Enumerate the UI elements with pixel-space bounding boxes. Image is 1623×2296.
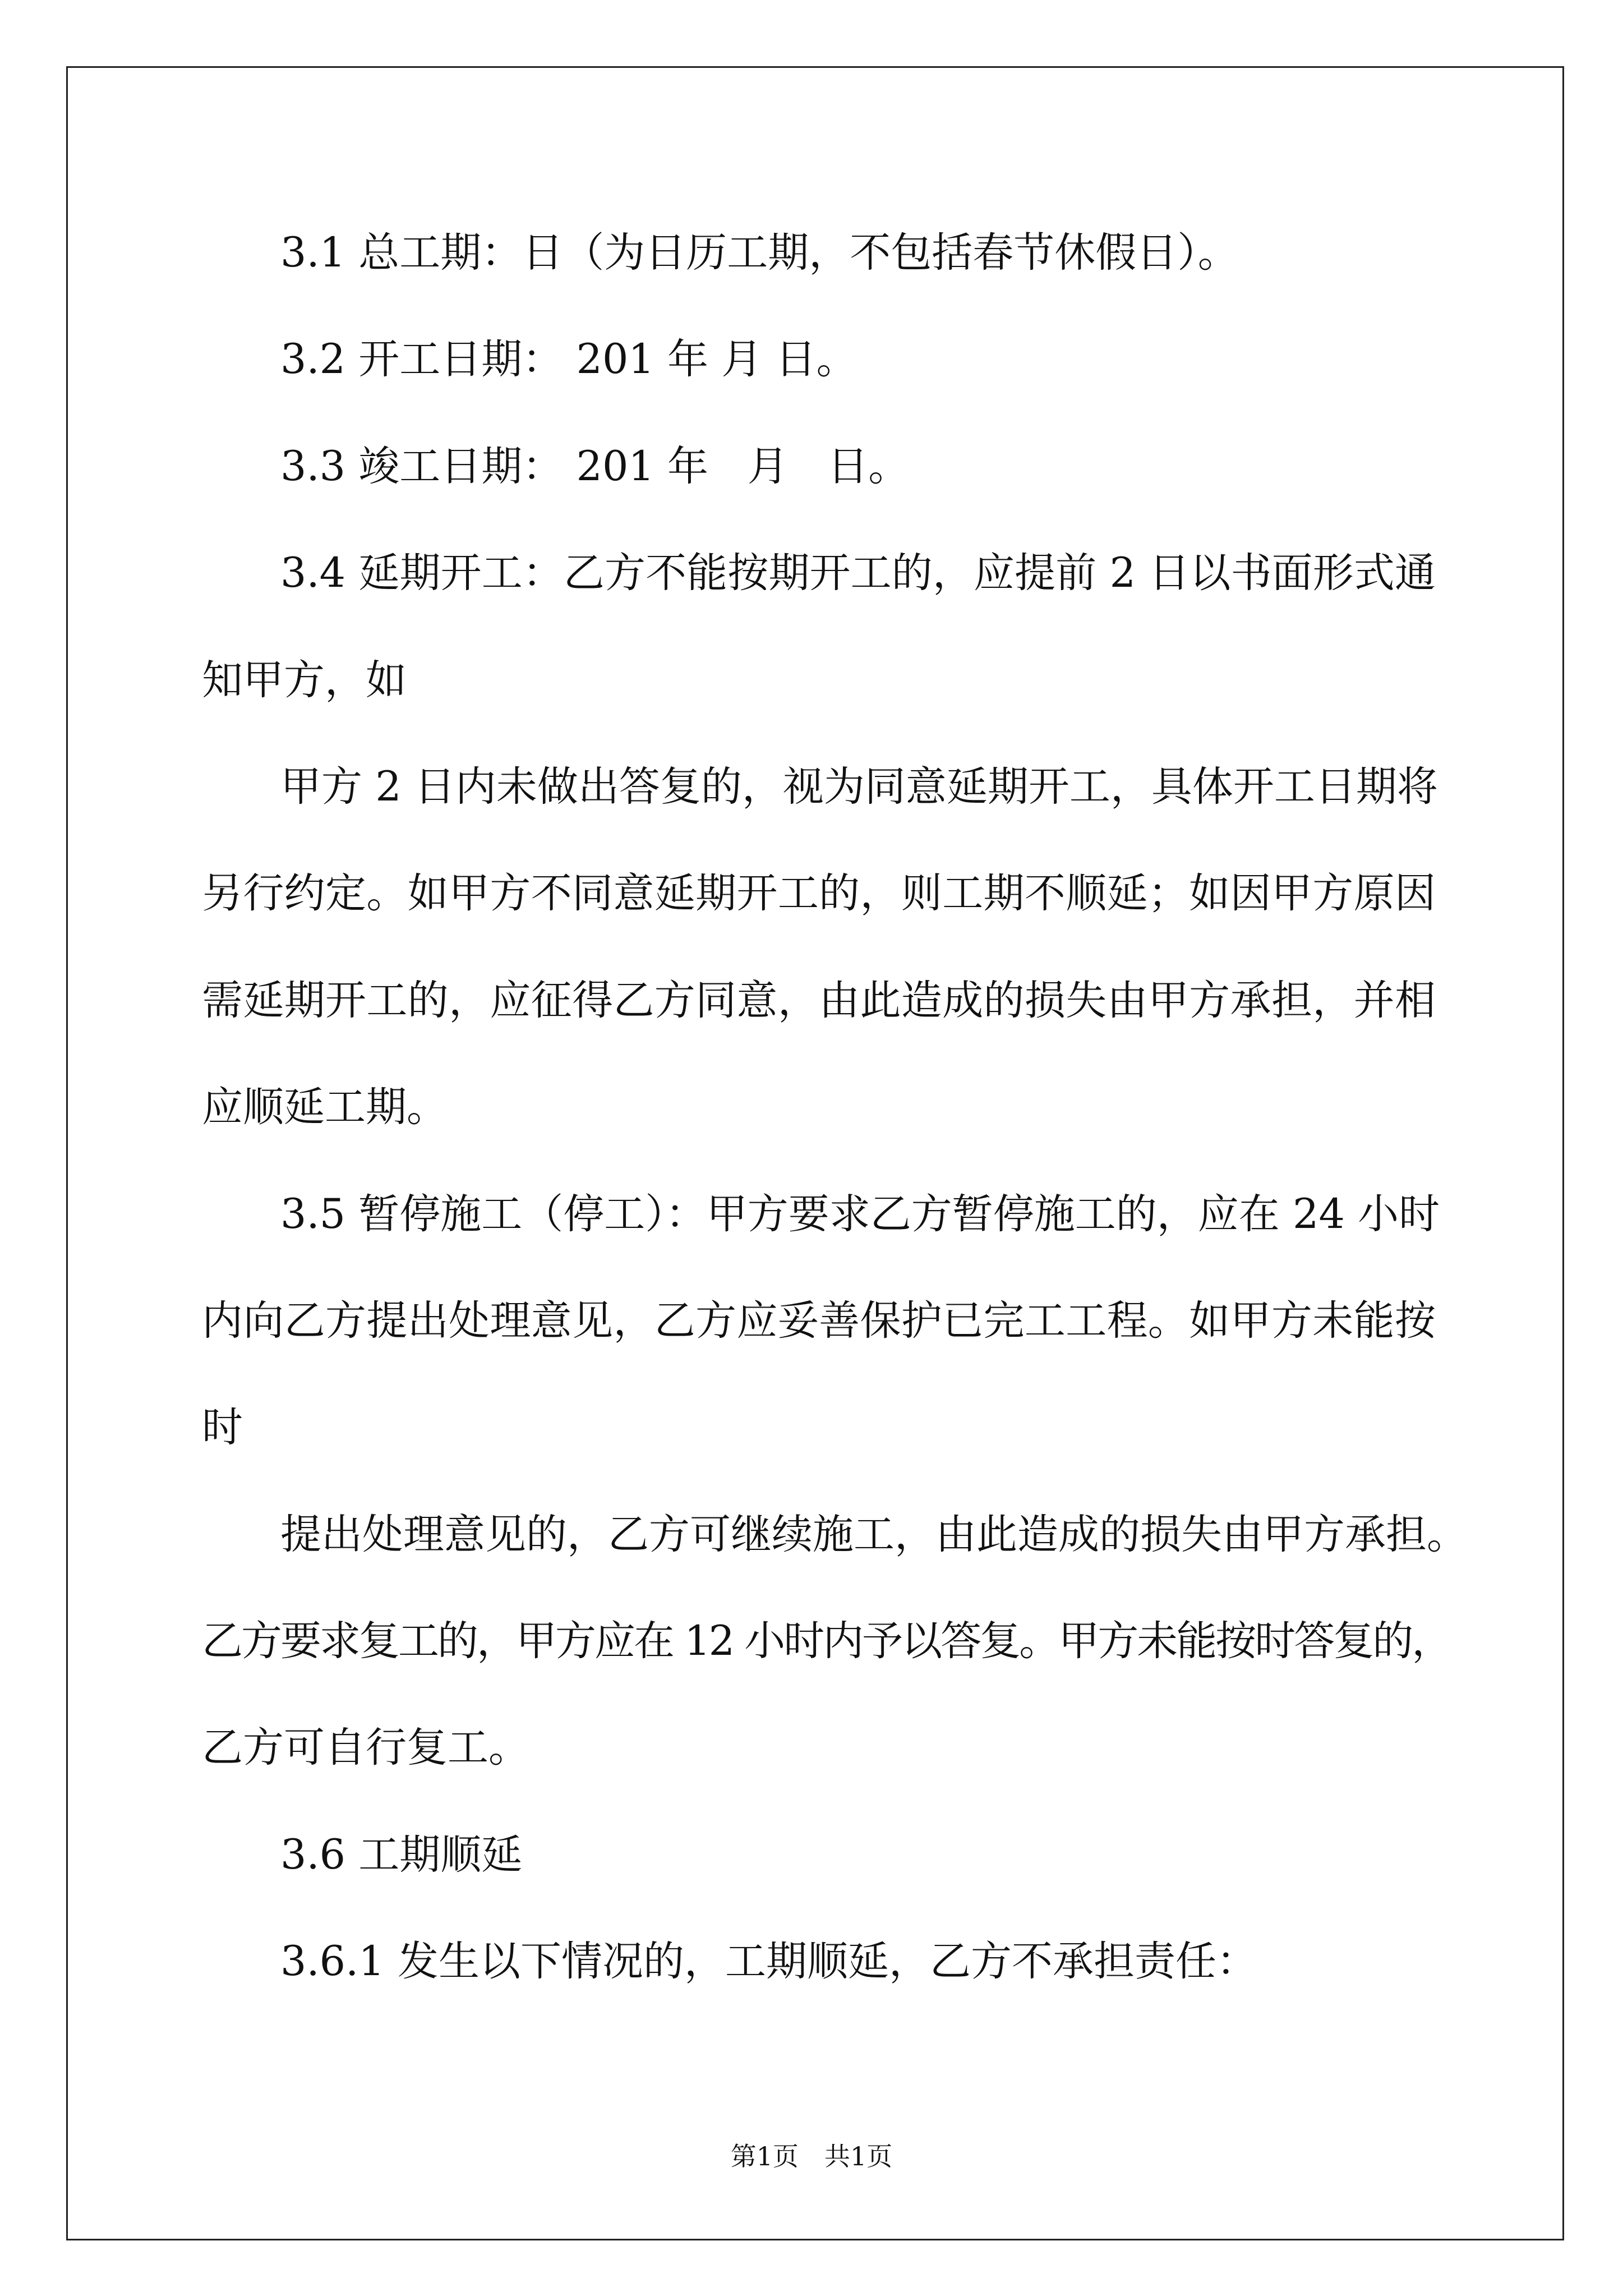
body-text-line: 乙方可自行复工。 [202,1724,529,1772]
body-text-line: 时 [202,1404,243,1452]
clause-3-2-line: 3.2 开工日期： 201 年 月 日。 [280,335,857,384]
clause-3-1-line: 3.1 总工期：日（为日历工期，不包括春节休假日）。 [280,229,1239,277]
document-body [202,200,1468,2016]
body-text-line: 乙方要求复工的，甲方应在 12 小时内予以答复。甲方未能按时答复的， [202,1617,1451,1665]
page-footer [0,2139,1623,2173]
body-text-line: 甲方 2 日内未做出答复的，视为同意延期开工，具体开工日期将 [280,762,1438,811]
clause-3-6-1-line: 3.6.1 发生以下情况的，工期顺延，乙方不承担责任： [280,1938,1257,1986]
clause-3-3-line: 3.3 竣工日期： 201 年 月 日。 [280,442,910,490]
page-number: 第1页 [730,2141,799,2171]
body-text-line: 需延期开工的，应征得乙方同意，由此造成的损失由甲方承担，并相 [202,976,1436,1024]
body-text-line: 知甲方，如 [202,656,407,704]
page-total: 共1页 [824,2141,893,2171]
clause-3-4-line: 3.4 延期开工：乙方不能按期开工的，应提前 2 日以书面形式通 [280,549,1436,597]
clause-3-5-line: 3.5 暂停施工（停工）：甲方要求乙方暂停施工的，应在 24 小时 [280,1190,1440,1238]
clause-3-6-heading: 3.6 工期顺延 [280,1830,523,1879]
body-text-line: 另行约定。如甲方不同意延期开工的，则工期不顺延；如因甲方原因 [202,869,1436,918]
body-text-line: 提出处理意见的，乙方可继续施工，由此造成的损失由甲方承担。 [280,1510,1468,1558]
body-text-line: 内向乙方提出处理意见，乙方应妥善保护已完工工程。如甲方未能按 [202,1296,1436,1345]
body-text-line: 应顺延工期。 [202,1083,448,1131]
